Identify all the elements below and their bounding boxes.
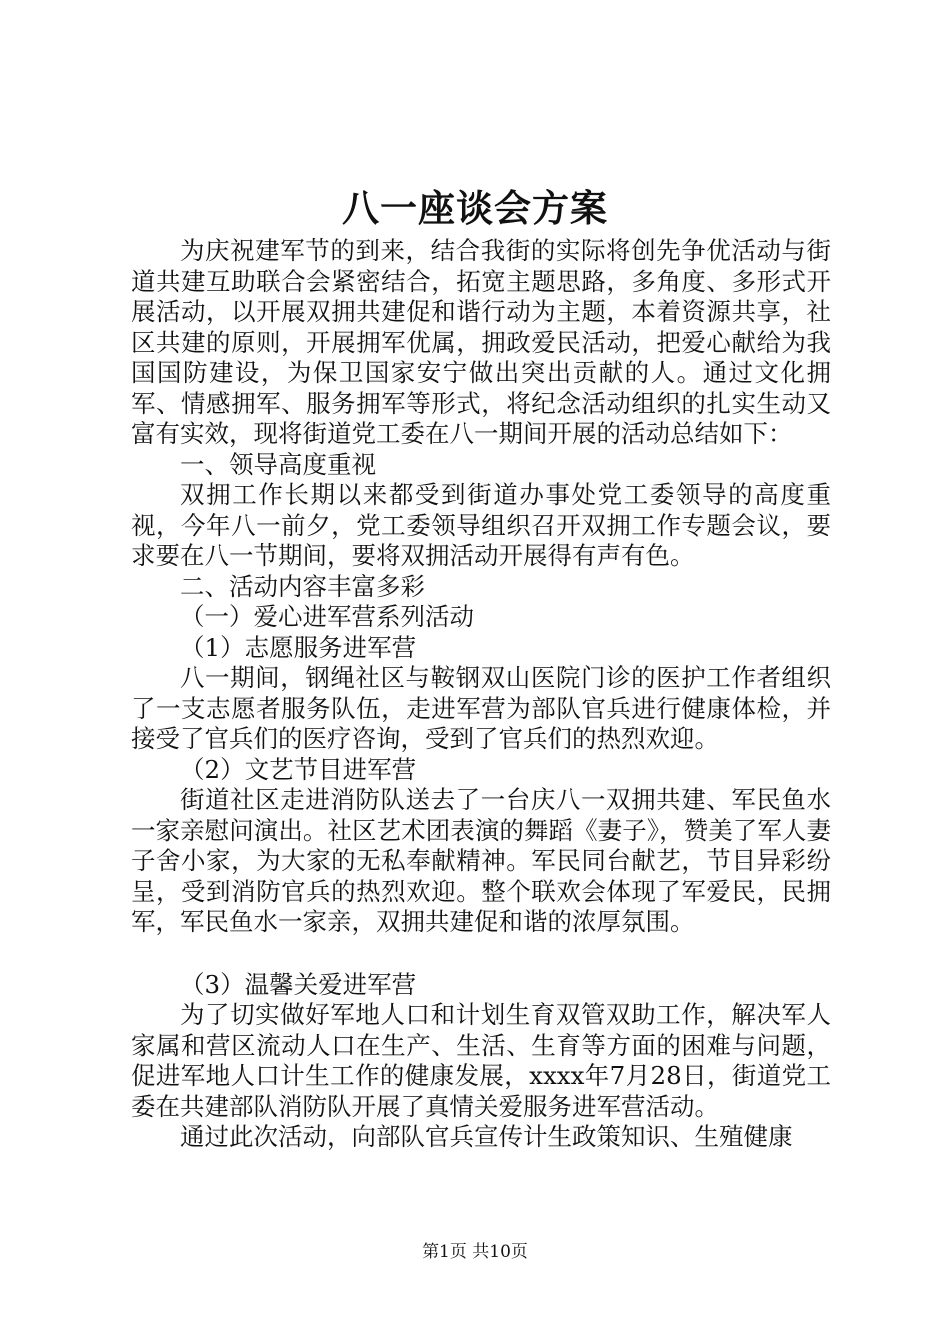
section-heading-2: 二、活动内容丰富多彩 [180, 571, 425, 601]
body-paragraph: 双拥工作长期以来都受到街道办事处党工委领导的高度重视，今年八一前夕，党工委领导组织召开双拥工作专题会议，要求要在八一节期间，要将双拥活动开展得有声有色。 [131, 480, 831, 570]
document-body [131, 236, 831, 1153]
paragraph-gap [131, 938, 831, 970]
page-footer: 第1页 共10页 [422, 1242, 528, 1262]
intro-paragraph: 为庆祝建军节的到来，结合我街的实际将创先争优活动与街道共建互助联合会紧密结合，拓宽主题思路，多角度、多形式开展活动，以开展双拥共建促和谐行动为主题，本着资源共享，社区共建的原则，开展拥军优属，拥政爱民活动，把爱心献给为我国国防建设，为保卫国家安宁做出突出贡献的人。通过文化拥军、情感拥军、服务拥军等形式，将纪念活动组织的扎实生动又富有实效，现将街道党工委在八一期间开展的活动总结如下： [131, 236, 831, 448]
body-paragraph: 街道社区走进消防队送去了一台庆八一双拥共建、军民鱼水一家亲慰问演出。社区艺术团表演的舞蹈《妻子》，赞美了军人妻子舍小家，为大家的无私奉献精神。军民同台献艺，节目异彩纷呈，受到消防官兵的热烈欢迎。整个联欢会体现了军爱民，民拥军，军民鱼水一家亲，双拥共建促和谐的浓厚氛围。 [131, 785, 831, 936]
document-title: 八一座谈会方案 [342, 186, 608, 230]
item-heading-1: （1）志愿服务进军营 [180, 632, 417, 662]
body-paragraph: 八一期间，钢绳社区与鞍钢双山医院门诊的医护工作者组织了一支志愿者服务队伍，走进军营为部队官兵进行健康体检，并接受了官兵们的医疗咨询，受到了官兵们的热烈欢迎。 [131, 663, 831, 753]
body-paragraph: 通过此次活动，向部队官兵宣传计生政策知识、生殖健康 [180, 1122, 793, 1151]
body-paragraph: 为了切实做好军地人口和计划生育双管双助工作，解决军人家属和营区流动人口在生产、生活、生育等方面的困难与问题，促进军地人口计生工作的健康发展，xxxx年7月28日，街道党工委在共建部队消防队开展了真情关爱服务进军营活动。 [131, 1000, 831, 1121]
subsection-heading: （一）爱心进军营系列活动 [180, 602, 474, 631]
section-heading-1: 一、领导高度重视 [180, 449, 376, 479]
item-heading-2: （2）文艺节目进军营 [180, 754, 417, 784]
item-heading-3: （3）温馨关爱进军营 [180, 969, 417, 999]
